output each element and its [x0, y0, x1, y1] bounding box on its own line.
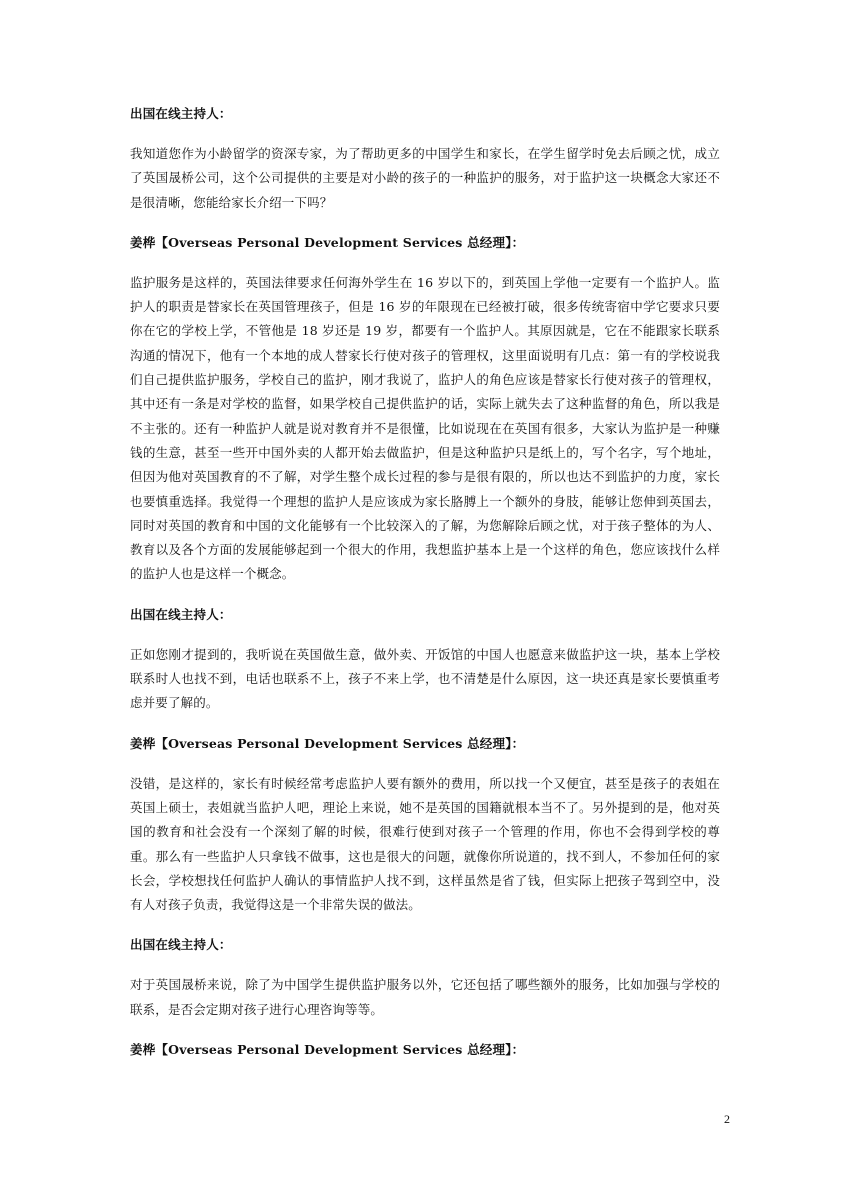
- speaker-label-host: 出国在线主持人：: [130, 106, 232, 121]
- guest-answer-paragraph: 没错，是这样的，家长有时候经常考虑监护人要有额外的费用，所以找一个又便宜，甚至是孩子的表姐在英国上硕士，表姐就当监护人吧，理论上来说，她不是英国的国籍就根本当不了。另外提到的是，他对英国的教育和社会没有一个深刻了解的时候，很难行使到对孩子一个管理的作用，你也不会得到学校的尊重。那么有一些监护人只拿钱不做事，这也是很大的问题，就像你所说道的，找不到人，不参加任何的家长会，学校想找任何监护人确认的事情监护人找不到，这样虽然是省了钱，但实际上把孩子驾到空中，没有人对孩子负责，我觉得这是一个非常失误的做法。: [130, 775, 720, 913]
- speaker-label-guest: 姜桦【Overseas Personal Development Services 总经理】：: [130, 735, 525, 751]
- speaker-label-guest: 姜桦【Overseas Personal Development Services 总经理】：: [130, 234, 525, 250]
- speaker-label-host: 出国在线主持人：: [130, 937, 232, 953]
- page-number: 2: [724, 1112, 730, 1126]
- speaker-label-guest: 姜桦【Overseas Personal Development Services 总经理】：: [130, 1042, 525, 1058]
- guest-answer-paragraph: 监护服务是这样的，英国法律要求任何海外学生在 16 岁以下的，到英国上学他一定要有一个监护人。监护人的职责是替家长在英国管理孩子，但是 16 岁的年限现在已经被打破，很多传统寄宿中学它要求只要你在它的学校上学，不管他是 18 岁还是 19 岁，都要有一个监护人。其原因就是，它在不能跟家长联系沟通的情况下，他有一个本地的成人替家长行使对孩子的管理权，这里面说明有几点：第一有的学校说我们自己提供监护服务，学校自己的监护，刚才我说了，监护人的角色应该是替家长行使对孩子的管理权，其中还有一条是对学校的监督，如果学校自己提供监护的话，实际上就失去了这种监督的角色，所以我是不主张的。还有一种监护人就是说对教育并不是很懂，比如说现在在英国有很多，大家认为监护是一种赚钱的生意，甚至一些开中国外卖的人都开始去做监护，但是这种监护只是纸上的，写个名字，写个地址，但因为他对英国教育的不了解，对学生整个成长过程的参与是很有限的，所以也达不到监护的力度，家长也要慎重选择。我觉得一个理想的监护人是应该成为家长胳膊上一个额外的身肢，能够让您伸到英国去，同时对英国的教育和中国的文化能够有一个比较深入的了解，为您解除后顾之忧，对于孩子整体的为人、教育以及各个方面的发展能够起到一个很大的作用，我想监护基本上是一个这样的角色，您应该找什么样的监护人也是这样一个概念。: [130, 274, 720, 582]
- host-question-paragraph: 正如您刚才提到的，我听说在英国做生意，做外卖、开饭馆的中国人也愿意来做监护这一块，基本上学校联系时人也找不到，电话也联系不上，孩子不来上学，也不清楚是什么原因，这一块还真是家长要慎重考虑并要了解的。: [130, 646, 720, 711]
- host-question-paragraph: 我知道您作为小龄留学的资深专家，为了帮助更多的中国学生和家长，在学生留学时免去后顾之忧，成立了英国晟桥公司，这个公司提供的主要是对小龄的孩子的一种监护的服务，对于监护这一块概念大家还不是很清晰，您能给家长介绍一下吗？: [130, 146, 720, 210]
- host-question-paragraph: 对于英国晟桥来说，除了为中国学生提供监护服务以外，它还包括了哪些额外的服务，比如加强与学校的联系，是否会定期对孩子进行心理咨询等等。: [130, 977, 720, 1017]
- interview-transcript: [130, 104, 720, 1060]
- speaker-label-host: 出国在线主持人：: [130, 606, 232, 622]
